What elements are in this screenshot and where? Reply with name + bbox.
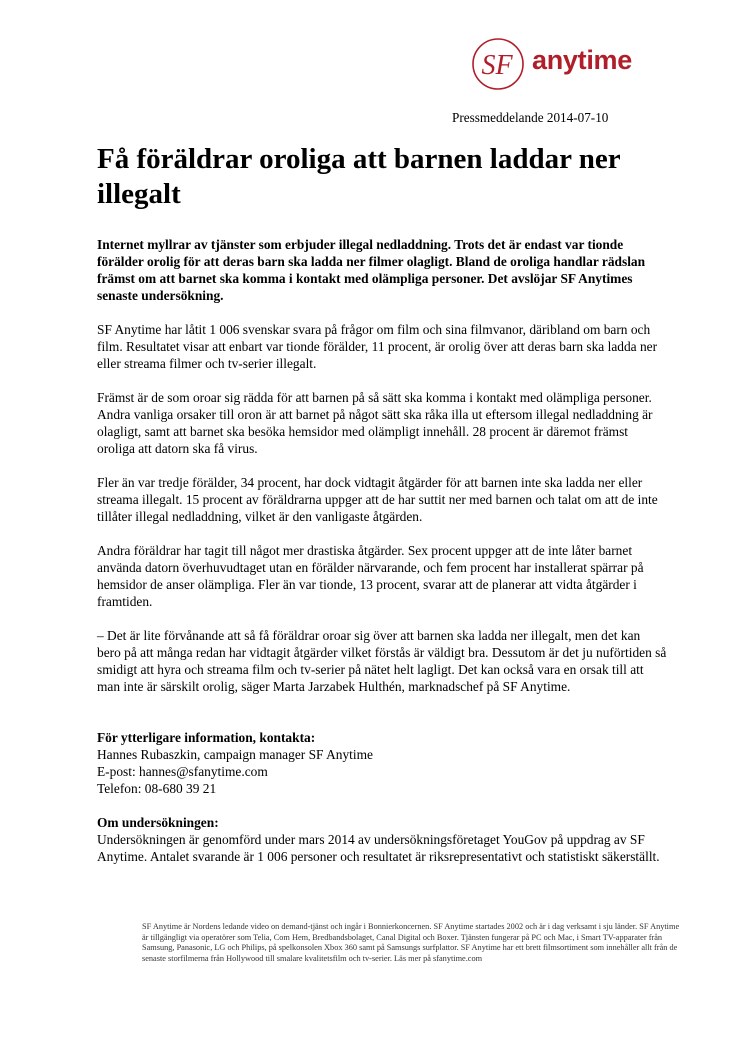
sf-logo-icon [470,36,530,92]
survey-heading: Om undersökningen: [97,815,219,830]
body-paragraph: SF Anytime har låtit 1 006 svenskar svara på frågor om film och sina filmvanor, däribland om barn och film. Resultatet visar att enbart var tionde förälder, 11 procent, är orolig över att deras barn ska ladda ner eller streama filmer och tv-serier illegalt. [97,322,658,371]
logo-wordmark: anytime [532,45,632,75]
press-release-date: Pressmeddelande 2014-07-10 [452,110,609,125]
article-body [97,236,667,882]
company-boilerplate: SF Anytime är Nordens ledande video on demand-tjänst och ingår i Bonnierkoncernen. SF Anytime startades 2002 och är i dag verksamt i sju länder. SF Anytime är tillgängligt via operatörer som Telia, Com Hem, Bredbandsbolaget, Canal Digital och Boxer. Tjänsten fungerar på PC och Mac, i Smart TV-apparater från Samsung, Panasonic, LG och Philips, på spelkonsolen Xbox 360 samt på Samsungs surfplattor. SF Anytime har ett brett filmsortiment som innehåller allt från de senaste storfilmerna från Hollywood till smalare kvalitetsfilm och tv-serier. Läs mer på sfanytime.com [142,922,680,963]
contact-email: E-post: hannes@sfanytime.com [97,764,268,779]
survey-text: Undersökningen är genomförd under mars 2014 av undersökningsföretaget YouGov på uppdrag av SF Anytime. Antalet svarande är 1 006 personer och resultatet är riksrepresentativt och statistiskt säkerställt. [97,832,660,864]
survey-section [97,814,667,865]
contact-section [97,729,667,797]
lead-paragraph: Internet myllrar av tjänster som erbjuder illegal nedladdning. Trots det är endast var tionde förälder orolig för att deras barn ska ladda ner filmer olagligt. Bland de oroliga handlar rädslan främst om att barnet ska komma i kontakt med olämpliga personer. Det avslöjar SF Anytimes senaste undersökning. [97,237,646,303]
contact-phone: Telefon: 08-680 39 21 [97,781,217,796]
contact-name: Hannes Rubaszkin, campaign manager SF Anytime [97,747,373,762]
logo-mark: SF [481,50,513,81]
body-paragraph: Andra föräldrar har tagit till något mer drastiska åtgärder. Sex procent uppger att de inte låter barnet använda datorn överhuvudtaget utan en förälder närvarande, och fem procent har installerat spärrar på hemsidor de anser olämpliga. Fler än var tionde, 13 procent, svarar att de planerar att vidta åtgärder i framtiden. [97,543,644,609]
sf-anytime-logo [470,36,660,92]
contact-heading: För ytterligare information, kontakta: [97,730,316,745]
body-paragraph: Fler än var tredje förälder, 34 procent, har dock vidtagit åtgärder för att barnen inte ska ladda ner eller streama illegalt. 15 procent av föräldrarna uppger att de har suttit ner med barnen och talat om att de inte tillåter illegal nedladdning, vilket är den vanligaste åtgärden. [97,475,658,524]
page-title: Få föräldrar oroliga att barnen laddar ner illegalt [97,143,621,210]
quote-paragraph: – Det är lite förvånande att så få föräldrar oroar sig över att barnen ska ladda ner illegalt, men det kan bero på att många redan har vidtagit åtgärder vilket förstås är väldigt bra. Dessutom är det ju nuförtiden så smidigt att hyra och streama film och tv-serier på nätet helt lagligt. Det kan också vara en orsak till att man inte är särskilt orolig, säger Marta Jarzabek Hulthén, marknadschef på SF Anytime. [97,628,667,694]
body-paragraph: Främst är de som oroar sig rädda för att barnen på så sätt ska komma i kontakt med olämpliga personer. Andra vanliga orsaker till oron är att barnet på något sätt ska råka illa ut eftersom illegal nedladdning är olagligt, samt att barnet ska besöka hemsidor med olämpligt innehåll. 28 procent är däremot främst oroliga att datorn ska få virus. [97,390,653,456]
